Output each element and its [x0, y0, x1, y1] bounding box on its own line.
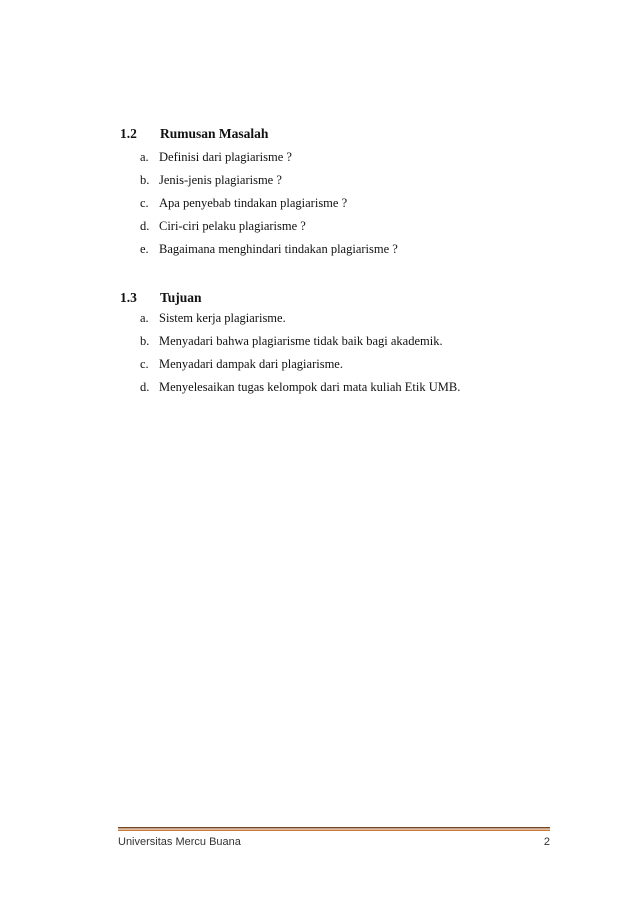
- footer-rule: [118, 827, 550, 831]
- list-item-text: Menyelesaikan tugas kelompok dari mata kuliah Etik UMB.: [159, 380, 461, 394]
- list-item-text: Menyadari bahwa plagiarisme tidak baik bagi akademik.: [159, 334, 443, 348]
- list-item-text: Definisi dari plagiarisme ?: [159, 150, 292, 164]
- section-tujuan: [120, 290, 560, 401]
- list-item-text: Jenis-jenis plagiarisme ?: [159, 173, 282, 187]
- list-letter: c.: [140, 196, 149, 210]
- section-heading: [120, 126, 560, 144]
- list-letter: c.: [140, 357, 149, 371]
- list-letter: e.: [140, 242, 149, 256]
- list-item: [120, 378, 560, 401]
- footer-institution: Universitas Mercu Buana: [118, 836, 241, 848]
- list-letter: b.: [140, 173, 150, 187]
- list-item: [120, 194, 560, 217]
- list-item: [120, 148, 560, 171]
- section-title: Tujuan: [160, 290, 202, 305]
- list-item-text: Menyadari dampak dari plagiarisme.: [159, 357, 343, 371]
- list-letter: a.: [140, 150, 149, 164]
- list-letter: a.: [140, 311, 149, 325]
- page-footer: [118, 836, 550, 848]
- list-item-text: Apa penyebab tindakan plagiarisme ?: [159, 196, 348, 210]
- objective-list: [120, 309, 560, 401]
- page-number: 2: [543, 836, 550, 848]
- list-item-text: Ciri-ciri pelaku plagiarisme ?: [159, 219, 306, 233]
- list-item: [120, 171, 560, 194]
- list-item: [120, 240, 560, 263]
- list-item-text: Sistem kerja plagiarisme.: [159, 311, 286, 325]
- list-item: [120, 355, 560, 378]
- list-letter: d.: [140, 380, 150, 394]
- list-item: [120, 309, 560, 332]
- list-letter: d.: [140, 219, 150, 233]
- problem-list: [120, 148, 560, 263]
- section-number: 1.3: [120, 290, 137, 305]
- section-title: Rumusan Masalah: [160, 126, 269, 141]
- section-heading: [120, 290, 560, 308]
- section-number: 1.2: [120, 126, 137, 141]
- list-letter: b.: [140, 334, 150, 348]
- section-rumusan-masalah: [120, 126, 560, 263]
- list-item-text: Bagaimana menghindari tindakan plagiarisme ?: [159, 242, 398, 256]
- list-item: [120, 217, 560, 240]
- list-item: [120, 332, 560, 355]
